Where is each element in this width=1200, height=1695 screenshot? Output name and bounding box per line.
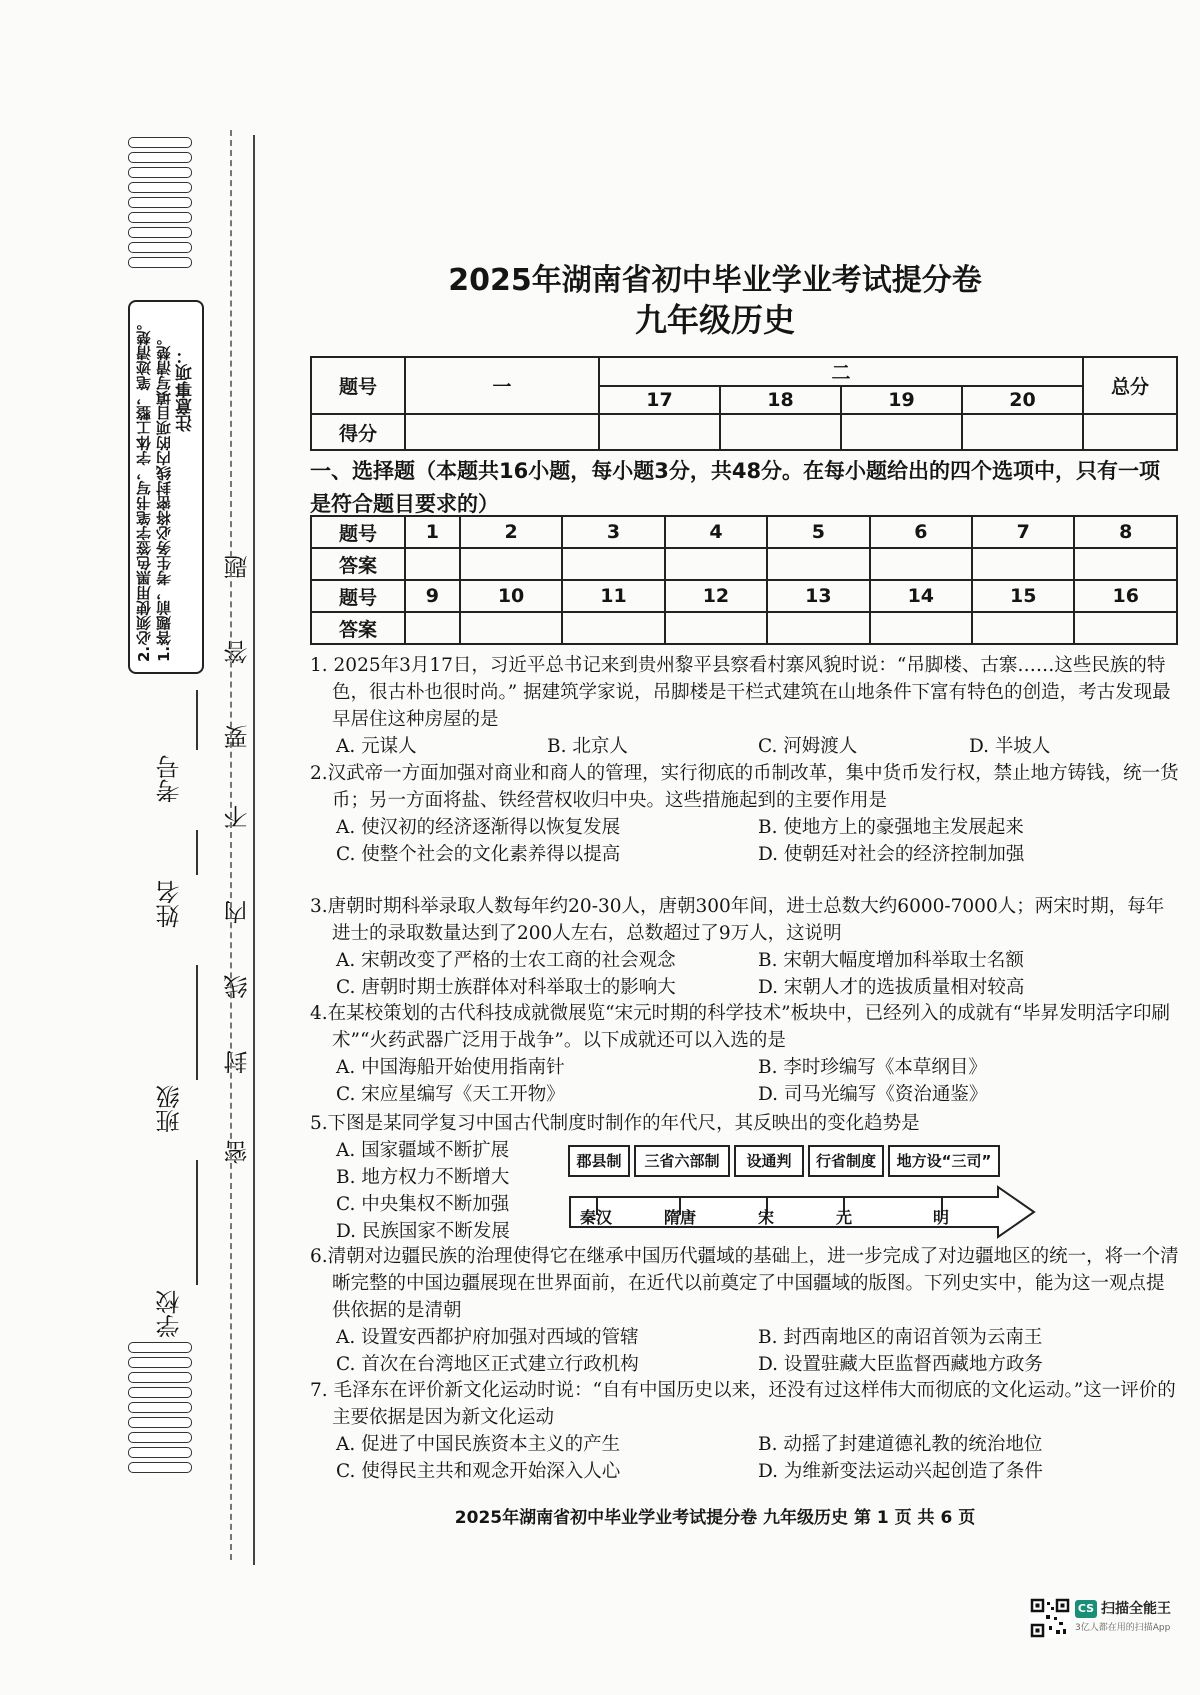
seal-line xyxy=(230,130,232,1560)
seal-char: 封 xyxy=(224,1050,252,1074)
answer-table-num-label: 题号 xyxy=(311,580,405,612)
binding-hole xyxy=(128,212,192,223)
option-c[interactable]: C. 使得民主共和观念开始深入人心 xyxy=(336,1461,621,1482)
timeline-era: 明 xyxy=(933,1208,950,1227)
option-d[interactable]: D. 司马光编写《资治通鉴》 xyxy=(758,1084,988,1105)
score-table-row2-label: 得分 xyxy=(311,414,405,450)
answer-table-ans-label: 答案 xyxy=(311,612,405,644)
notice-line-2: 2.必须使用黑色签字笔书写，字体工整，笔迹清楚。 xyxy=(135,315,153,662)
score-cell[interactable] xyxy=(841,414,962,450)
field-class-line[interactable] xyxy=(196,965,198,1080)
question-3 xyxy=(310,893,1180,1001)
option-c[interactable]: C. 唐朝时期士族群体对科举取士的影响大 xyxy=(336,977,676,998)
score-cell[interactable] xyxy=(720,414,841,450)
answer-cell[interactable] xyxy=(1074,548,1177,580)
binding-hole xyxy=(128,1447,192,1458)
page-subtitle: 九年级历史 xyxy=(634,301,795,339)
option-c[interactable]: C. 首次在台湾地区正式建立行政机构 xyxy=(336,1354,639,1375)
answer-cell[interactable] xyxy=(460,612,562,644)
binding-hole xyxy=(128,1342,192,1353)
binding-hole xyxy=(128,1462,192,1473)
seal-char: 答 xyxy=(224,640,252,664)
binding-hole xyxy=(128,1432,192,1443)
option-c[interactable]: C. 河姆渡人 xyxy=(758,736,858,757)
answer-table-ans-label: 答案 xyxy=(311,548,405,580)
answer-num: 14 xyxy=(870,580,972,612)
answer-num: 1 xyxy=(405,516,460,548)
field-class-label: 班级 xyxy=(156,1085,184,1133)
timeline-box: 地方设“三司” xyxy=(888,1145,1000,1177)
option-b[interactable]: B. 宋朝大幅度增加科举取士名额 xyxy=(758,950,1024,971)
answer-cell[interactable] xyxy=(405,612,460,644)
answer-cell[interactable] xyxy=(870,548,972,580)
notice-title: 注意事项： xyxy=(176,347,196,432)
binding-hole xyxy=(128,1417,192,1428)
option-a[interactable]: A. 元谋人 xyxy=(336,736,417,757)
answer-num: 3 xyxy=(562,516,664,548)
timeline-era: 隋唐 xyxy=(664,1208,697,1227)
field-school-line[interactable] xyxy=(196,1160,198,1285)
score-cell[interactable] xyxy=(962,414,1083,450)
option-c[interactable]: C. 宋应星编写《天工开物》 xyxy=(336,1084,565,1105)
score-table-total: 总分 xyxy=(1083,357,1177,414)
binding-hole xyxy=(128,257,192,268)
option-a[interactable]: A. 使汉初的经济逐渐得以恢复发展 xyxy=(336,817,621,838)
binding-hole xyxy=(128,152,192,163)
seal-char: 内 xyxy=(224,900,252,924)
scanner-name: 扫描全能王 xyxy=(1101,1601,1171,1617)
answer-cell[interactable] xyxy=(405,548,460,580)
binding-hole xyxy=(128,1357,192,1368)
option-a[interactable]: A. 中国海船开始使用指南针 xyxy=(336,1057,565,1078)
timeline-figure xyxy=(568,1145,1038,1240)
timeline-era: 元 xyxy=(836,1208,853,1227)
answer-num: 11 xyxy=(562,580,664,612)
question-6 xyxy=(310,1243,1180,1378)
binding-hole xyxy=(128,197,192,208)
answer-cell[interactable] xyxy=(972,612,1074,644)
option-c[interactable]: C. 使整个社会的文化素养得以提高 xyxy=(336,844,621,865)
option-d[interactable]: D. 使朝廷对社会的经济控制加强 xyxy=(758,844,1025,865)
answer-num: 15 xyxy=(972,580,1074,612)
score-table-label: 题号 xyxy=(311,357,405,414)
score-cell[interactable] xyxy=(405,414,599,450)
answer-num: 6 xyxy=(870,516,972,548)
question-stem: 3.唐朝时期科举录取人数每年约20-30人，唐朝300年间，进士总数大约6000-7000人；两宋时期，每年进士的录取数量达到了200人左右，总数超过了9万人，这说明 xyxy=(310,896,1165,944)
answer-num: 16 xyxy=(1074,580,1177,612)
score-table xyxy=(310,356,1178,451)
option-a[interactable]: A. 国家疆域不断扩展 xyxy=(336,1140,510,1161)
option-b[interactable]: B. 李时珍编写《本草纲目》 xyxy=(758,1057,987,1078)
answer-cell[interactable] xyxy=(562,612,664,644)
option-d[interactable]: D. 半坡人 xyxy=(969,736,1051,757)
timeline-box: 设通判 xyxy=(734,1145,804,1177)
score-table-part2: 二 xyxy=(599,357,1083,386)
answer-num: 2 xyxy=(460,516,562,548)
binding-hole xyxy=(128,167,192,178)
answer-num: 10 xyxy=(460,580,562,612)
option-b[interactable]: B. 北京人 xyxy=(547,736,628,757)
option-d[interactable]: D. 设置驻藏大臣监督西藏地方政务 xyxy=(758,1354,1043,1375)
notice-box xyxy=(128,300,204,674)
answer-table-num-label: 题号 xyxy=(311,516,405,548)
timeline-box: 郡县制 xyxy=(568,1145,630,1177)
option-b[interactable]: B. 地方权力不断增大 xyxy=(336,1167,510,1188)
seal-char: 密 xyxy=(224,1140,252,1164)
timeline-box: 三省六部制 xyxy=(634,1145,730,1177)
field-name-label: 姓名 xyxy=(156,880,184,928)
answer-cell[interactable] xyxy=(870,612,972,644)
answer-cell[interactable] xyxy=(1074,612,1177,644)
answer-cell[interactable] xyxy=(665,612,767,644)
notice-line-1: 1.答题前，考生务必将密封线内的项目填写清楚。 xyxy=(155,330,173,662)
binding-holes-top xyxy=(128,135,198,272)
timeline-era: 宋 xyxy=(758,1208,775,1227)
option-b[interactable]: B. 封西南地区的南诏首领为云南王 xyxy=(758,1327,1043,1348)
question-stem: 4.在某校策划的古代科技成就微展览“宋元时期的科学技术”板块中，已经列入的成就有“毕昇发明活字印刷术”“火药武器广泛用于战争”。以下成就还可以入选的是 xyxy=(310,1003,1171,1051)
page-title: 2025年湖南省初中毕业学业考试提分卷 xyxy=(448,263,982,298)
score-table-subnum: 20 xyxy=(962,386,1083,414)
option-b[interactable]: B. 动摇了封建道德礼教的统治地位 xyxy=(758,1434,1043,1455)
answer-cell[interactable] xyxy=(767,612,869,644)
seal-char: 线 xyxy=(224,975,252,999)
scanner-tagline: 3亿人都在用的扫描App xyxy=(1075,1623,1171,1633)
answer-cell[interactable] xyxy=(665,548,767,580)
score-table-part1: 一 xyxy=(405,357,599,414)
option-d[interactable]: D. 民族国家不断发展 xyxy=(336,1221,510,1242)
field-examno-label: 考号 xyxy=(156,755,184,803)
question-2 xyxy=(310,760,1180,868)
binding-hole xyxy=(128,242,192,253)
question-stem: 1. 2025年3月17日，习近平总书记来到贵州黎平县察看村寨风貌时说：“吊脚楼、古寨……这些民族的特色，很古朴也很时尚。” 据建筑学家说，吊脚楼是干栏式建筑在山地条件下富有特色的创造，考古发现最早居住这种房屋的是 xyxy=(310,655,1171,730)
answer-num: 13 xyxy=(767,580,869,612)
timeline-box: 行省制度 xyxy=(808,1145,884,1177)
section-heading: 一、选择题（本题共16小题，每小题3分，共48分。在每小题给出的四个选项中，只有一项是符合题目要求的） xyxy=(310,459,1161,516)
seal-char: 不 xyxy=(224,805,252,829)
answer-table xyxy=(310,515,1178,645)
scanner-watermark xyxy=(1030,1598,1180,1642)
option-a[interactable]: A. 促进了中国民族资本主义的产生 xyxy=(336,1434,621,1455)
question-stem: 6.清朝对边疆民族的治理使得它在继承中国历代疆域的基础上，进一步完成了对边疆地区的统一，将一个清晰完整的中国边疆展现在世界面前，在近代以前奠定了中国疆域的版图。下列史实中，能为这一观点提供依据的是清朝 xyxy=(310,1246,1179,1321)
answer-cell[interactable] xyxy=(562,548,664,580)
binding-hole xyxy=(128,227,192,238)
answer-num: 12 xyxy=(665,580,767,612)
score-cell[interactable] xyxy=(599,414,720,450)
answer-num: 7 xyxy=(972,516,1074,548)
field-school-label: 学校 xyxy=(156,1290,184,1338)
answer-num: 8 xyxy=(1074,516,1177,548)
question-7 xyxy=(310,1377,1180,1485)
option-a[interactable]: A. 设置安西都护府加强对西域的管辖 xyxy=(336,1327,639,1348)
answer-num: 5 xyxy=(767,516,869,548)
option-d[interactable]: D. 为维新变法运动兴起创造了条件 xyxy=(758,1461,1043,1482)
answer-cell[interactable] xyxy=(460,548,562,580)
score-table-subnum: 17 xyxy=(599,386,720,414)
binding-hole xyxy=(128,1402,192,1413)
timeline-era: 秦汉 xyxy=(580,1208,613,1227)
score-table-subnum: 18 xyxy=(720,386,841,414)
option-d[interactable]: D. 宋朝人才的选拔质量相对较高 xyxy=(758,977,1025,998)
binding-hole xyxy=(128,137,192,148)
scanner-logo-icon: CS xyxy=(1075,1600,1097,1618)
score-cell[interactable] xyxy=(1083,414,1177,450)
answer-num: 9 xyxy=(405,580,460,612)
qr-code-icon xyxy=(1030,1598,1070,1638)
answer-num: 4 xyxy=(665,516,767,548)
timeline-arrow xyxy=(568,1185,1038,1240)
field-examno-line[interactable] xyxy=(196,690,198,750)
question-stem: 2.汉武帝一方面加强对商业和商人的管理，实行彻底的币制改革，集中货币发行权，禁止地方铸钱，统一货币；另一方面将盐、铁经营权收归中央。这些措施起到的主要作用是 xyxy=(310,763,1179,811)
page-footer: 2025年湖南省初中毕业学业考试提分卷 九年级历史 第 1 页 共 6 页 xyxy=(454,1508,976,1528)
margin-line xyxy=(253,135,255,1565)
binding-hole xyxy=(128,182,192,193)
binding-hole xyxy=(128,1372,192,1383)
option-b[interactable]: B. 使地方上的豪强地主发展起来 xyxy=(758,817,1024,838)
question-stem: 7. 毛泽东在评价新文化运动时说：“自有中国历史以来，还没有过这样伟大而彻底的文化运动。”这一评价的主要依据是因为新文化运动 xyxy=(310,1380,1176,1428)
seal-char: 要 xyxy=(224,725,252,749)
question-stem: 5.下图是某同学复习中国古代制度时制作的年代尺，其反映出的变化趋势是 xyxy=(310,1113,920,1134)
binding-hole xyxy=(128,1387,192,1398)
option-a[interactable]: A. 宋朝改变了严格的士农工商的社会观念 xyxy=(336,950,676,971)
score-table-subnum: 19 xyxy=(841,386,962,414)
option-c[interactable]: C. 中央集权不断加强 xyxy=(336,1194,510,1215)
answer-cell[interactable] xyxy=(972,548,1074,580)
question-1 xyxy=(310,652,1180,760)
question-4 xyxy=(310,1000,1180,1108)
binding-holes-bottom xyxy=(128,1340,198,1477)
answer-cell[interactable] xyxy=(767,548,869,580)
field-name-line[interactable] xyxy=(196,830,198,875)
seal-char: 题 xyxy=(224,555,252,579)
